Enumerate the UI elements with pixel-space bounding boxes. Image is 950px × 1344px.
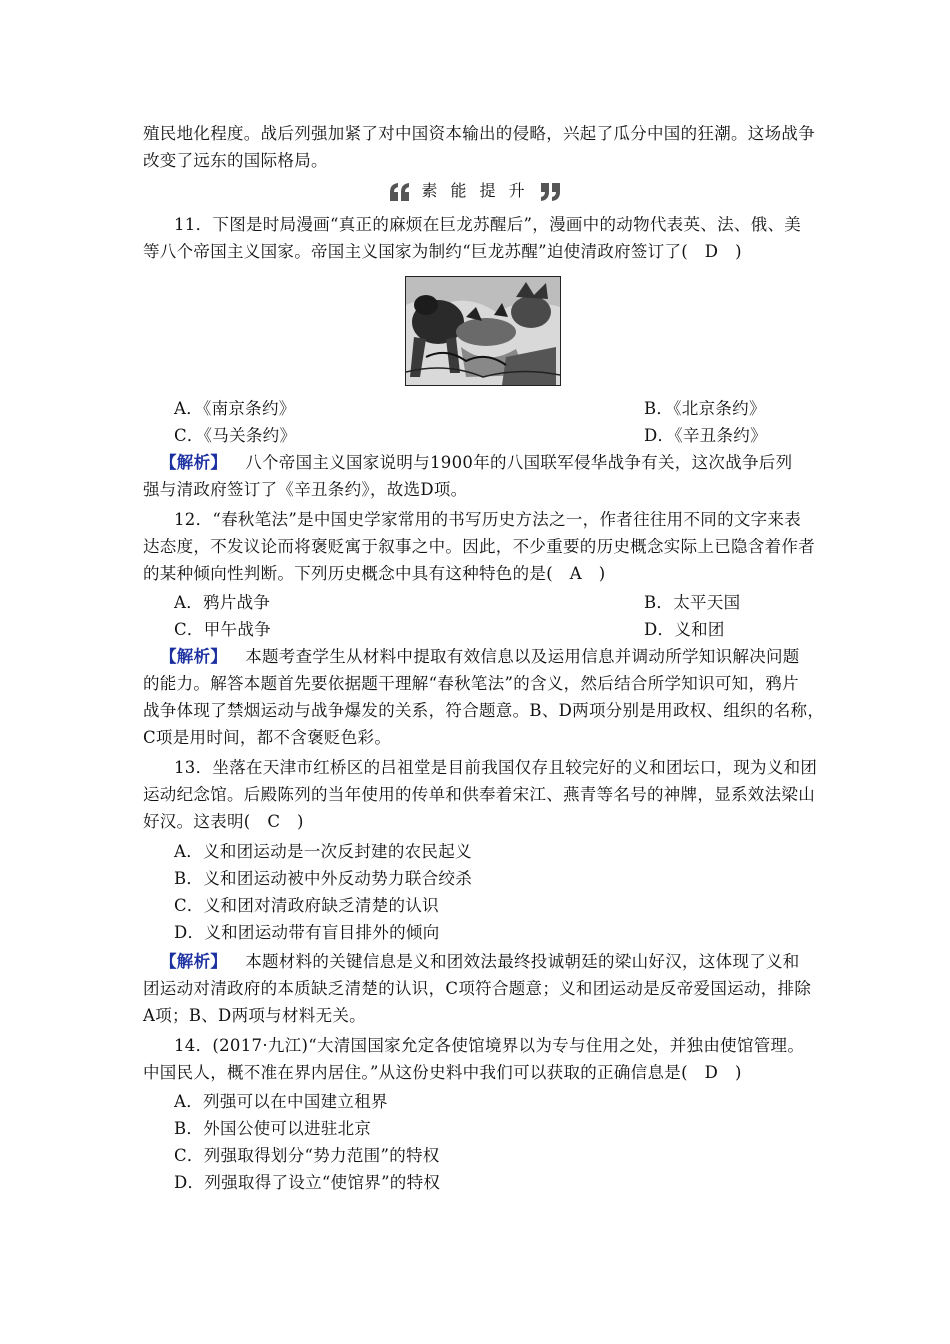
explanation-line: C项是用时间，都不含褒贬色彩。 [143,728,392,747]
option-b[interactable]: B．《北京条约》 [644,399,766,418]
question-stem: 中国民人，概不准在界内居住。”从这份史料中我们可以获取的正确信息是( D ) [143,1063,742,1082]
explanation-line: 团运动对清政府的本质缺乏清楚的认识，C项符合题意；义和团运动是反帝爱国运动，排除 [143,979,812,998]
option-row [174,593,844,613]
option-c[interactable]: C．义和团对清政府缺乏清楚的认识 [174,896,439,915]
option-c[interactable]: C．甲午战争 [174,620,271,639]
question-stem: 的某种倾向性判断。下列历史概念中具有这种特色的是( A ) [143,564,606,583]
question-stem: 14．(2017·九江)“大清国国家允定各使馆境界以为专与住用之处，并独由使馆管理。 [174,1036,805,1055]
section-header [0,178,950,204]
explanation-text: 八个帝国主义国家说明与1900年的八国联军侵华战争有关，这次战争后列 [245,453,793,472]
option-d[interactable]: D．义和团运动带有盲目排外的倾向 [174,923,440,942]
explanation-text: 本题考查学生从材料中提取有效信息以及运用信息并调动所学知识解决问题 [245,647,800,666]
explanation-line: A项；B、D两项与材料无关。 [143,1006,366,1025]
question-stem: 12．“春秋笔法”是中国史学家常用的书写历史方法之一，作者往往用不同的文字来表 [174,510,802,529]
option-a[interactable]: A．鸦片战争 [174,593,271,612]
option-row [174,426,844,446]
option-b[interactable]: B．义和团运动被中外反动势力联合绞杀 [174,869,473,888]
explanation-line [160,453,830,473]
open-quote-icon [388,181,412,203]
option-a[interactable]: A．义和团运动是一次反封建的农民起义 [174,842,472,861]
question-stem: 达态度，不发议论而将褒贬寓于叙事之中。因此，不少重要的历史概念实际上已隐含着作者 [143,537,815,556]
analysis-tag: 【解析】 [160,647,228,666]
explanation-line [160,647,830,667]
option-b[interactable]: B．太平天国 [644,593,741,612]
option-b[interactable]: B．外国公使可以进驻北京 [174,1119,372,1138]
question-stem: 等八个帝国主义国家。帝国主义国家为制约“巨龙苏醒”迫使清政府签订了( D ) [143,242,742,261]
analysis-tag: 【解析】 [160,952,228,971]
explanation-line: 的能力。解答本题首先要依据题干理解“春秋笔法”的含义，然后结合所学知识可知，鸦片 [143,674,799,693]
option-a[interactable]: A．列强可以在中国建立租界 [174,1092,388,1111]
option-a[interactable]: A．《南京条约》 [174,399,296,418]
close-quote-icon [538,181,562,203]
analysis-tag: 【解析】 [160,453,228,472]
option-d[interactable]: D．列强取得了设立“使馆界”的特权 [174,1173,441,1192]
question-stem: 11．下图是时局漫画“真正的麻烦在巨龙苏醒后”，漫画中的动物代表英、法、俄、美 [174,215,802,234]
option-d[interactable]: D．义和团 [644,620,725,639]
question-stem: 好汉。这表明( C ) [143,812,304,831]
option-c[interactable]: C．《马关条约》 [174,426,297,445]
cartoon-illustration [406,277,560,385]
explanation-line [160,952,830,972]
explanation-line: 战争体现了禁烟运动与战争爆发的关系，符合题意。B、D两项分别是用政权、组织的名称， [143,701,825,720]
question-stem: 运动纪念馆。后殿陈列的当年使用的传单和供奉着宋江、燕青等名号的神牌，显系效法梁山 [143,785,815,804]
text-line: 改变了远东的国际格局。 [143,151,328,170]
section-title: 素 能 提 升 [421,181,529,200]
explanation-text: 本题材料的关键信息是义和团效法最终投诚朝廷的梁山好汉，这体现了义和 [245,952,800,971]
explanation-line: 强与清政府签订了《辛丑条约》，故选D项。 [143,480,468,499]
option-d[interactable]: D．《辛丑条约》 [644,426,767,445]
question-stem: 13．坐落在天津市红桥区的吕祖堂是目前我国仅存且较完好的义和团坛口，现为义和团 [174,758,818,777]
text-line: 殖民地化程度。战后列强加紧了对中国资本输出的侵略，兴起了瓜分中国的狂潮。这场战争 [143,124,815,143]
option-row [174,620,844,640]
option-c[interactable]: C．列强取得划分“势力范围”的特权 [174,1146,440,1165]
option-row [174,399,844,419]
political-cartoon-image [405,276,561,386]
